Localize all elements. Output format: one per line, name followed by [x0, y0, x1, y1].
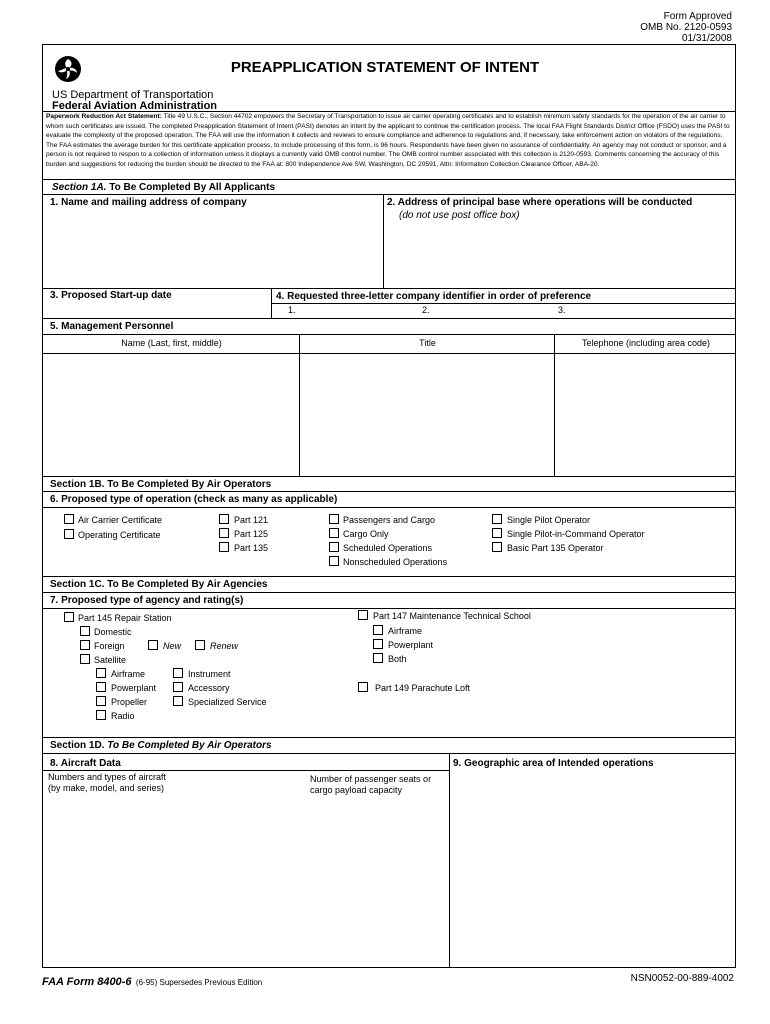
field-2-label: 2. Address of principal base where operations will be conducted: [387, 197, 693, 208]
payload-header-1: Number of passenger seats or: [310, 774, 432, 784]
personnel-name-field[interactable]: [44, 355, 298, 475]
repair-airframe-label: Airframe: [111, 669, 146, 679]
repair-airframe-checkbox[interactable]: [96, 668, 106, 678]
part-135-label: Part 135: [234, 543, 269, 553]
section-1d-title: Section 1D. To Be Completed By Air Operators: [50, 740, 272, 751]
cargo-only-label: Cargo Only: [343, 529, 389, 539]
propeller-label: Propeller: [111, 697, 148, 707]
part-145-checkbox[interactable]: [64, 612, 74, 622]
part-125-checkbox[interactable]: [219, 528, 229, 538]
renew-checkbox[interactable]: [195, 640, 205, 650]
specialized-service-checkbox[interactable]: [173, 696, 183, 706]
school-airframe-label: Airframe: [388, 626, 423, 636]
part-145-label: Part 145 Repair Station: [78, 613, 172, 623]
new-label: New: [163, 641, 182, 651]
school-powerplant-checkbox[interactable]: [373, 639, 383, 649]
repair-powerplant-checkbox[interactable]: [96, 682, 106, 692]
part-149-label: Part 149 Parachute Loft: [375, 683, 471, 693]
part-121-checkbox[interactable]: [219, 514, 229, 524]
propeller-checkbox[interactable]: [96, 696, 106, 706]
payload-capacity-field[interactable]: [306, 798, 448, 966]
aircraft-types-header-2: (by make, model, and series): [48, 783, 165, 793]
paperwork-label: Paperwork Reduction Act Statement:: [46, 113, 162, 120]
personnel-title-field[interactable]: [301, 355, 553, 475]
school-powerplant-label: Powerplant: [388, 640, 434, 650]
new-checkbox[interactable]: [148, 640, 158, 650]
part-125-label: Part 125: [234, 529, 269, 539]
section-1c-title: Section 1C. To Be Completed By Air Agencies: [50, 579, 268, 590]
aircraft-types-header-1: Numbers and types of aircraft: [48, 772, 167, 782]
field-6-label: 6. Proposed type of operation (check as many as applicable): [50, 494, 338, 505]
foreign-checkbox[interactable]: [80, 640, 90, 650]
passengers-cargo-checkbox[interactable]: [329, 514, 339, 524]
cargo-only-checkbox[interactable]: [329, 528, 339, 538]
company-name-address-field[interactable]: [44, 209, 382, 287]
field-4-label: 4. Requested three-letter company identifier in order of preference: [276, 291, 592, 302]
basic-part-135-label: Basic Part 135 Operator: [507, 543, 604, 553]
principal-base-address-field[interactable]: [385, 222, 734, 287]
satellite-label: Satellite: [94, 655, 127, 665]
accessory-label: Accessory: [188, 683, 230, 693]
field-7-label: 7. Proposed type of agency and rating(s): [50, 595, 244, 606]
nonscheduled-operations-label: Nonscheduled Operations: [343, 557, 448, 567]
payload-header-2: cargo payload capacity: [310, 785, 403, 795]
instrument-label: Instrument: [188, 669, 231, 679]
col-title-header: Title: [419, 338, 436, 348]
startup-date-field[interactable]: [44, 302, 270, 317]
section-1b-title: Section 1B. To Be Completed By Air Operators: [50, 479, 272, 490]
field-1-label: 1. Name and mailing address of company: [50, 197, 247, 208]
operating-certificate-checkbox[interactable]: [64, 529, 74, 539]
field-3-label: 3. Proposed Start-up date: [50, 290, 172, 301]
personnel-phone-field[interactable]: [556, 355, 734, 475]
identifier-choice-1[interactable]: 1.: [288, 305, 296, 315]
geographic-area-field[interactable]: [451, 772, 734, 966]
radio-label: Radio: [111, 711, 135, 721]
accessory-checkbox[interactable]: [173, 682, 183, 692]
section-1a-title: Section 1A. To Be Completed By All Applicants: [52, 182, 276, 193]
department-name: US Department of Transportation: [52, 89, 214, 101]
field-9-label: 9. Geographic area of Intended operations: [453, 758, 654, 769]
repair-powerplant-label: Powerplant: [111, 683, 157, 693]
field-2-note: (do not use post office box): [399, 210, 520, 221]
paperwork-statement: [46, 112, 732, 178]
renew-label: Renew: [210, 641, 239, 651]
single-pilot-operator-checkbox[interactable]: [492, 514, 502, 524]
school-both-checkbox[interactable]: [373, 653, 383, 663]
basic-part-135-checkbox[interactable]: [492, 542, 502, 552]
specialized-service-label: Specialized Service: [188, 697, 267, 707]
school-both-label: Both: [388, 654, 407, 664]
single-pilot-operator-label: Single Pilot Operator: [507, 515, 591, 525]
identifier-choice-2[interactable]: 2.: [422, 305, 430, 315]
passengers-cargo-label: Passengers and Cargo: [343, 515, 436, 525]
single-pic-operator-label: Single Pilot-in-Command Operator: [507, 529, 645, 539]
field-8-label: 8. Aircraft Data: [50, 758, 121, 769]
domestic-label: Domestic: [94, 627, 132, 637]
scheduled-operations-checkbox[interactable]: [329, 542, 339, 552]
nonscheduled-operations-checkbox[interactable]: [329, 556, 339, 566]
domestic-checkbox[interactable]: [80, 626, 90, 636]
scheduled-operations-label: Scheduled Operations: [343, 543, 433, 553]
col-phone-header: Telephone (including area code): [581, 338, 711, 348]
agency-name: Federal Aviation Administration: [52, 100, 218, 112]
satellite-checkbox[interactable]: [80, 654, 90, 664]
form-number: FAA Form 8400-6 (6-95) Supersedes Previous Edition: [42, 976, 263, 988]
omb-number: OMB No. 2120-0593: [640, 22, 732, 33]
foreign-label: Foreign: [94, 641, 125, 651]
form-approved-label: Form Approved: [663, 11, 732, 22]
part-147-label: Part 147 Maintenance Technical School: [373, 611, 531, 621]
radio-checkbox[interactable]: [96, 710, 106, 720]
aircraft-types-field[interactable]: [44, 798, 304, 966]
form-title: PREAPPLICATION STATEMENT OF INTENT: [230, 59, 540, 76]
air-carrier-certificate-checkbox[interactable]: [64, 514, 74, 524]
col-name-header: Name (Last, first, middle): [121, 338, 222, 348]
part-147-checkbox[interactable]: [358, 610, 368, 620]
instrument-checkbox[interactable]: [173, 668, 183, 678]
operating-certificate-label: Operating Certificate: [78, 530, 161, 540]
part-121-label: Part 121: [234, 515, 269, 525]
part-135-checkbox[interactable]: [219, 542, 229, 552]
omb-date: 01/31/2008: [681, 33, 732, 44]
field-5-label: 5. Management Personnel: [50, 321, 174, 332]
air-carrier-certificate-label: Air Carrier Certificate: [78, 515, 163, 525]
school-airframe-checkbox[interactable]: [373, 625, 383, 635]
identifier-choice-3[interactable]: 3.: [558, 305, 566, 315]
nsn-number: NSN0052-00-889-4002: [630, 973, 734, 984]
part-149-checkbox[interactable]: [358, 682, 368, 692]
paperwork-text: Title 49 U.S.C., Section 44702 empowers the Secretary of Transportation to issue air carrier operating certificates and to establish minimum safety standards for the operation of the air carrier to whom such certificates are issued. The completed Preapplication Statement of Intent (PASI) denotes an intent by the applicant to continue the certification process. The local FAA Flight Standards District Office (FSDO) uses the PASI to evaluate the complexity of the proposed operation. The FAA will use the information it collects and reviews to ensure compliance and adherence to regulations and, if necessary, take enforcement action on violators of the regulations. The FAA estimates the average burden for this certificate application process, to include processing of this form, is 96 hours. Respondents have been given no assurance of confidentiality. An agency may not conduct or sponsor, and a person is not required to respon to a collection of information unless it displays a currently valid OMB control number. The OMB control number associated with this collection is 2120-0593. Comments concerning the accuracy of this burden and suggestions for reducing the burden should be directed to the FAA at: 800 Independence Ave SW, Washington, DC 20591, Attn: Information Collection Clearance Officer, ABA-20.: [46, 113, 730, 168]
single-pic-operator-checkbox[interactable]: [492, 528, 502, 538]
